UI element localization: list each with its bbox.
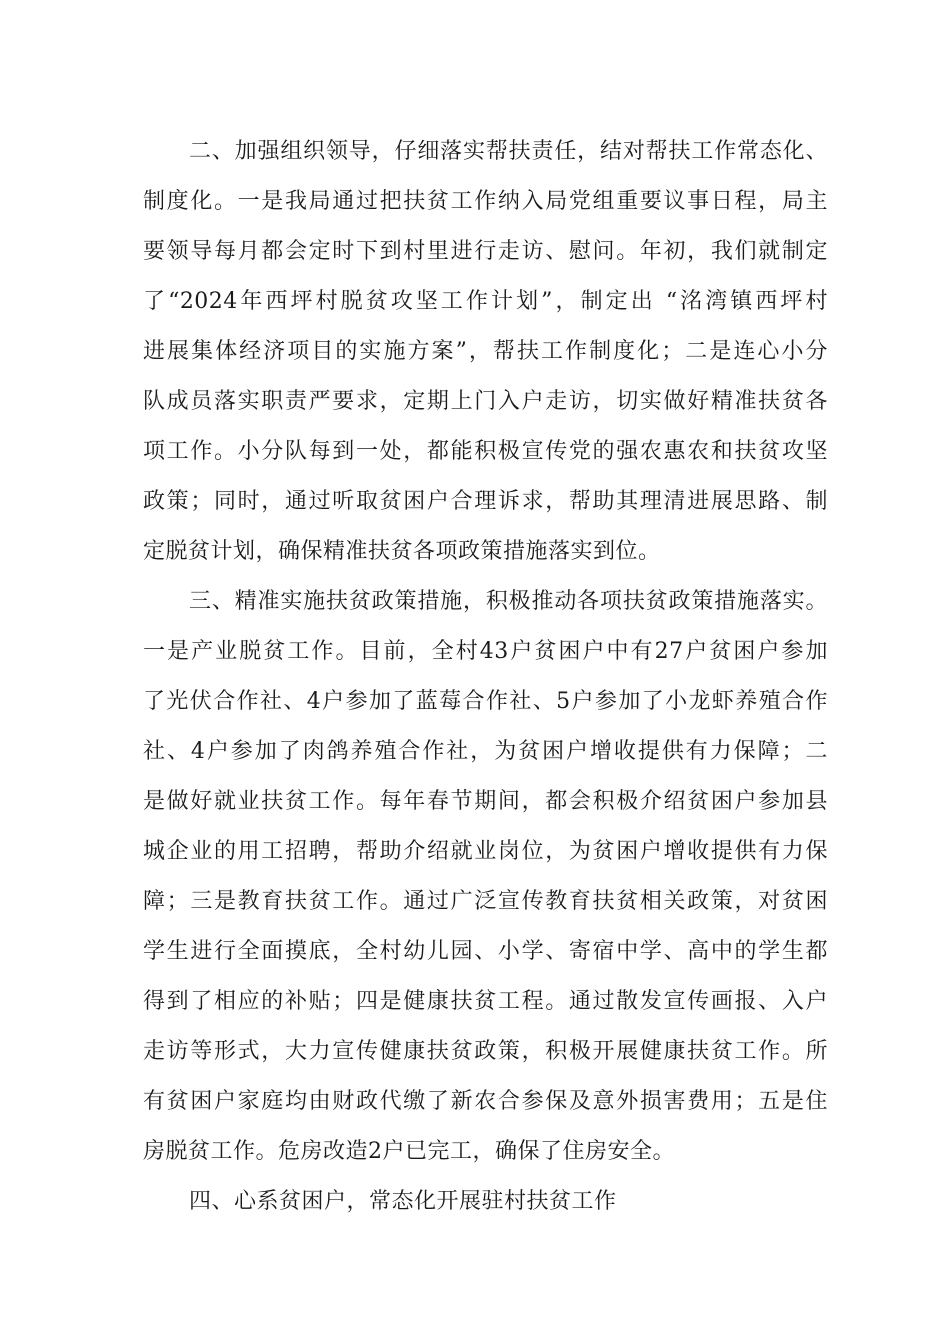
paragraph-line: 制度化。一是我局通过把扶贫工作纳入局党组重要议事日程，局主 bbox=[143, 189, 828, 214]
section-heading: 四、心系贫困户，常态化开展驻村扶贫工作 bbox=[189, 1189, 617, 1214]
paragraph-line: 得到了相应的补贴；四是健康扶贫工程。通过散发宣传画报、入户 bbox=[143, 989, 828, 1014]
paragraph-line: 障；三是教育扶贫工作。通过广泛宣传教育扶贫相关政策，对贫困 bbox=[143, 889, 828, 914]
paragraph-line: 三、精准实施扶贫政策措施，积极推动各项扶贫政策措施落实。 bbox=[189, 589, 828, 614]
paragraph-line: 学生进行全面摸底，全村幼儿园、小学、寄宿中学、高中的学生都 bbox=[143, 939, 828, 964]
paragraph-section-4 bbox=[143, 1177, 828, 1227]
paragraph-line: 是做好就业扶贫工作。每年春节期间，都会积极介绍贫困户参加县 bbox=[143, 789, 828, 814]
paragraph-line: 一是产业脱贫工作。目前，全村43户贫困户中有27户贫困户参加 bbox=[143, 639, 828, 664]
paragraph-line: 队成员落实职责严要求，定期上门入户走访，切实做好精准扶贫各 bbox=[143, 389, 828, 414]
paragraph-line: 要领导每月都会定时下到村里进行走访、慰问。年初，我们就制定 bbox=[143, 239, 828, 264]
paragraph-line: 有贫困户家庭均由财政代缴了新农合参保及意外损害费用；五是住 bbox=[143, 1089, 828, 1114]
paragraph-line: 了光伏合作社、4户参加了蓝莓合作社、5户参加了小龙虾养殖合作 bbox=[143, 689, 828, 714]
document-body bbox=[143, 127, 828, 1227]
paragraph-line: 了“2024年西坪村脱贫攻坚工作计划”，制定出 “洺湾镇西坪村 bbox=[143, 289, 828, 314]
paragraph-section-3 bbox=[143, 577, 828, 1177]
paragraph-line: 政策；同时，通过听取贫困户合理诉求，帮助其理清进展思路、制 bbox=[143, 489, 828, 514]
paragraph-line: 定脱贫计划，确保精准扶贫各项政策措施落实到位。 bbox=[143, 539, 661, 564]
paragraph-line: 二、加强组织领导，仔细落实帮扶责任，结对帮扶工作常态化、 bbox=[189, 139, 828, 164]
paragraph-line: 社、4户参加了肉鸽养殖合作社，为贫困户增收提供有力保障；二 bbox=[143, 739, 828, 764]
paragraph-line: 房脱贫工作。危房改造2户已完工，确保了住房安全。 bbox=[143, 1139, 675, 1164]
paragraph-line: 城企业的用工招聘，帮助介绍就业岗位，为贫困户增收提供有力保 bbox=[143, 839, 828, 864]
paragraph-line: 走访等形式，大力宣传健康扶贫政策，积极开展健康扶贫工作。所 bbox=[143, 1039, 828, 1064]
paragraph-line: 项工作。小分队每到一处，都能积极宣传党的强农惠农和扶贫攻坚 bbox=[143, 439, 828, 464]
paragraph-section-2 bbox=[143, 127, 828, 577]
paragraph-line: 进展集体经济项目的实施方案”，帮扶工作制度化；二是连心小分 bbox=[143, 339, 828, 364]
